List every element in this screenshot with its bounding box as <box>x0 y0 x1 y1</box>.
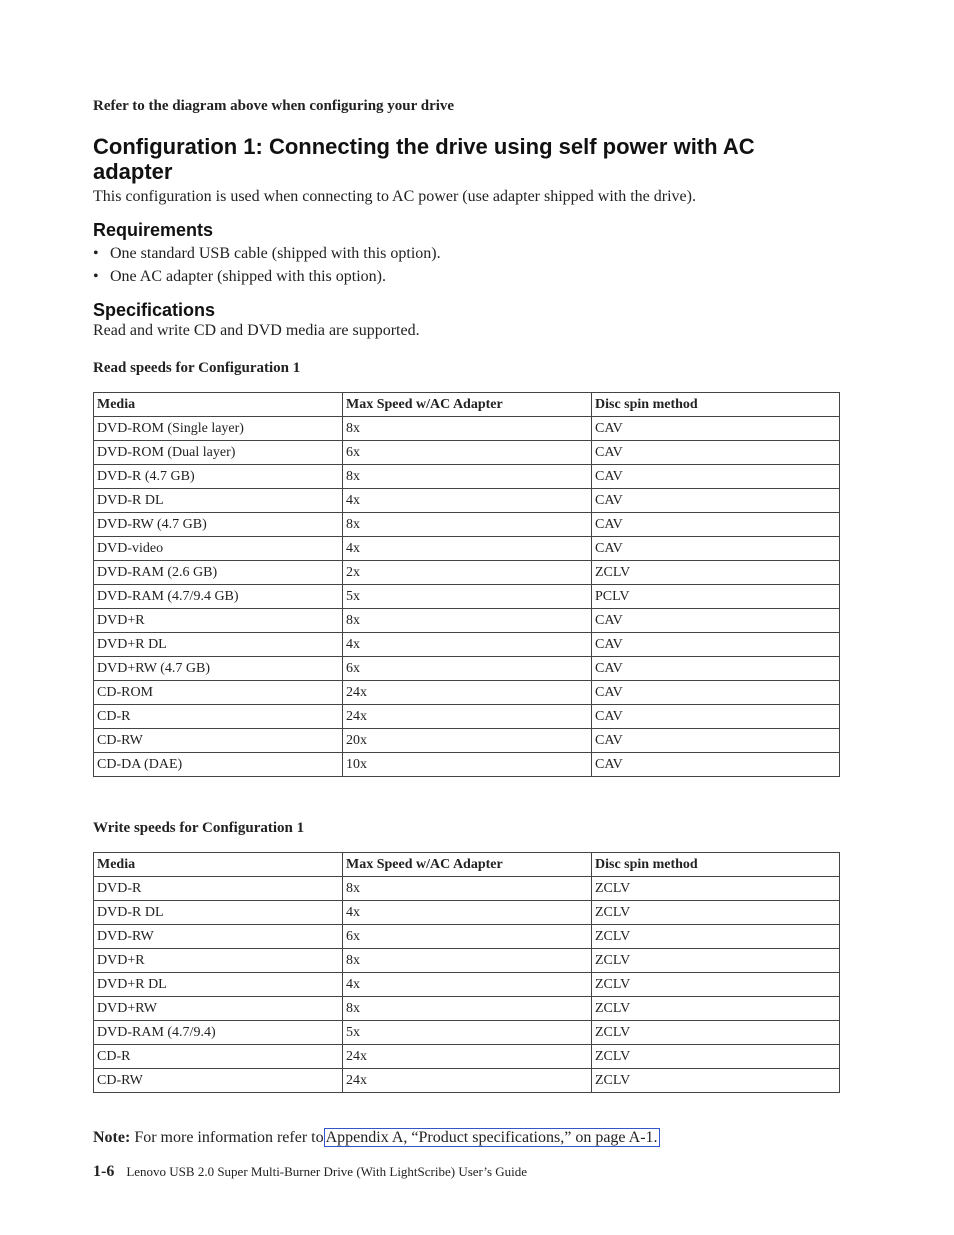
table-cell: DVD+RW <box>94 997 343 1021</box>
table-row <box>94 705 840 729</box>
table-row <box>94 925 840 949</box>
table-cell: CAV <box>592 489 840 513</box>
table-cell: 2x <box>343 561 592 585</box>
intro-paragraph: This configuration is used when connecting to AC power (use adapter shipped with the drive). <box>93 188 696 205</box>
table-cell: 5x <box>343 1021 592 1045</box>
table-cell: DVD-RAM (2.6 GB) <box>94 561 343 585</box>
lead-instruction: Refer to the diagram above when configuring your drive <box>93 98 455 114</box>
table-cell: 5x <box>343 585 592 609</box>
table-cell: ZCLV <box>592 901 840 925</box>
page-footer <box>93 1163 527 1181</box>
table-cell: CAV <box>592 753 840 777</box>
table-cell: ZCLV <box>592 925 840 949</box>
table-cell: PCLV <box>592 585 840 609</box>
write-speeds-table <box>93 852 840 1093</box>
column-header: Media <box>94 393 343 417</box>
table-header-row <box>94 393 840 417</box>
list-item <box>93 267 441 290</box>
table-cell: CAV <box>592 513 840 537</box>
table-cell: CD-R <box>94 1045 343 1069</box>
table-row <box>94 465 840 489</box>
table-cell: DVD-RW (4.7 GB) <box>94 513 343 537</box>
read-speeds-table <box>93 392 840 777</box>
table-cell: 6x <box>343 925 592 949</box>
table-cell: DVD-RAM (4.7/9.4) <box>94 1021 343 1045</box>
table-cell: ZCLV <box>592 1021 840 1045</box>
table-row <box>94 753 840 777</box>
note-label: Note: <box>93 1129 131 1146</box>
table-cell: CAV <box>592 417 840 441</box>
table-cell: CAV <box>592 657 840 681</box>
table-cell: 8x <box>343 609 592 633</box>
table-cell: 4x <box>343 489 592 513</box>
column-header: Max Speed w/AC Adapter <box>343 853 592 877</box>
table-cell: DVD-video <box>94 537 343 561</box>
table-row <box>94 417 840 441</box>
list-item <box>93 244 441 267</box>
document-title: Lenovo USB 2.0 Super Multi-Burner Drive (With LightScribe) User’s Guide <box>126 1164 528 1179</box>
table-cell: DVD-R (4.7 GB) <box>94 465 343 489</box>
table-cell: 4x <box>343 901 592 925</box>
column-header: Disc spin method <box>592 853 840 877</box>
specifications-paragraph: Read and write CD and DVD media are supported. <box>93 322 420 339</box>
table-cell: 10x <box>343 753 592 777</box>
requirements-list <box>93 244 441 290</box>
table-row <box>94 633 840 657</box>
table-cell: ZCLV <box>592 1069 840 1093</box>
table-cell: DVD-RW <box>94 925 343 949</box>
table-row <box>94 489 840 513</box>
table-row <box>94 441 840 465</box>
table-row <box>94 729 840 753</box>
bullet-icon: • <box>93 245 99 262</box>
table-cell: CAV <box>592 729 840 753</box>
requirement-text: One AC adapter (shipped with this option). <box>110 268 386 285</box>
column-header: Max Speed w/AC Adapter <box>343 393 592 417</box>
table-cell: CAV <box>592 537 840 561</box>
table-cell: CAV <box>592 705 840 729</box>
table-cell: ZCLV <box>592 973 840 997</box>
table-row <box>94 1069 840 1093</box>
table-cell: 24x <box>343 1045 592 1069</box>
table-row <box>94 657 840 681</box>
table-cell: CD-ROM <box>94 681 343 705</box>
table-row <box>94 997 840 1021</box>
table-cell: ZCLV <box>592 997 840 1021</box>
table-cell: DVD-ROM (Dual layer) <box>94 441 343 465</box>
table-cell: ZCLV <box>592 561 840 585</box>
table-row <box>94 609 840 633</box>
table-cell: 24x <box>343 1069 592 1093</box>
table-cell: 8x <box>343 949 592 973</box>
table-row <box>94 901 840 925</box>
note <box>93 1129 660 1147</box>
table-cell: DVD-ROM (Single layer) <box>94 417 343 441</box>
table-cell: DVD-R <box>94 877 343 901</box>
table-row <box>94 973 840 997</box>
table-cell: 8x <box>343 417 592 441</box>
table-cell: DVD-R DL <box>94 901 343 925</box>
specifications-heading: Specifications <box>93 300 216 320</box>
table-cell: 24x <box>343 705 592 729</box>
requirement-text: One standard USB cable (shipped with this option). <box>110 245 441 262</box>
table-cell: 24x <box>343 681 592 705</box>
table-cell: CD-RW <box>94 729 343 753</box>
table-cell: CD-DA (DAE) <box>94 753 343 777</box>
read-table-caption: Read speeds for Configuration 1 <box>93 360 301 376</box>
table-cell: 8x <box>343 465 592 489</box>
table-cell: ZCLV <box>592 877 840 901</box>
appendix-link[interactable]: Appendix A, “Product specifications,” on page A-1. <box>325 1129 658 1146</box>
table-cell: CAV <box>592 465 840 489</box>
table-cell: 4x <box>343 633 592 657</box>
table-cell: 8x <box>343 877 592 901</box>
table-cell: ZCLV <box>592 1045 840 1069</box>
table-cell: CD-RW <box>94 1069 343 1093</box>
table-cell: ZCLV <box>592 949 840 973</box>
table-cell: 6x <box>343 657 592 681</box>
table-cell: 4x <box>343 537 592 561</box>
table-cell: DVD+R <box>94 949 343 973</box>
table-header-row <box>94 853 840 877</box>
table-cell: DVD-RAM (4.7/9.4 GB) <box>94 585 343 609</box>
table-cell: CAV <box>592 441 840 465</box>
table-cell: CAV <box>592 681 840 705</box>
table-cell: CD-R <box>94 705 343 729</box>
requirements-heading: Requirements <box>93 220 214 240</box>
table-row <box>94 681 840 705</box>
column-header: Disc spin method <box>592 393 840 417</box>
table-row <box>94 513 840 537</box>
bullet-icon: • <box>93 268 99 285</box>
table-cell: 8x <box>343 513 592 537</box>
table-cell: 20x <box>343 729 592 753</box>
table-cell: CAV <box>592 609 840 633</box>
table-cell: 8x <box>343 997 592 1021</box>
table-row <box>94 585 840 609</box>
page-heading: Configuration 1: Connecting the drive using self power with AC adapter <box>93 134 755 184</box>
table-cell: DVD+R DL <box>94 633 343 657</box>
write-table-caption: Write speeds for Configuration 1 <box>93 820 305 836</box>
table-cell: 4x <box>343 973 592 997</box>
table-cell: DVD+RW (4.7 GB) <box>94 657 343 681</box>
page-number: 1-6 <box>93 1163 115 1180</box>
table-row <box>94 877 840 901</box>
table-row <box>94 1045 840 1069</box>
table-row <box>94 949 840 973</box>
table-cell: 6x <box>343 441 592 465</box>
table-cell: DVD+R DL <box>94 973 343 997</box>
table-row <box>94 537 840 561</box>
table-cell: DVD-R DL <box>94 489 343 513</box>
column-header: Media <box>94 853 343 877</box>
table-row <box>94 1021 840 1045</box>
table-cell: DVD+R <box>94 609 343 633</box>
table-cell: CAV <box>592 633 840 657</box>
note-text: For more information refer to <box>134 1129 324 1146</box>
table-row <box>94 561 840 585</box>
